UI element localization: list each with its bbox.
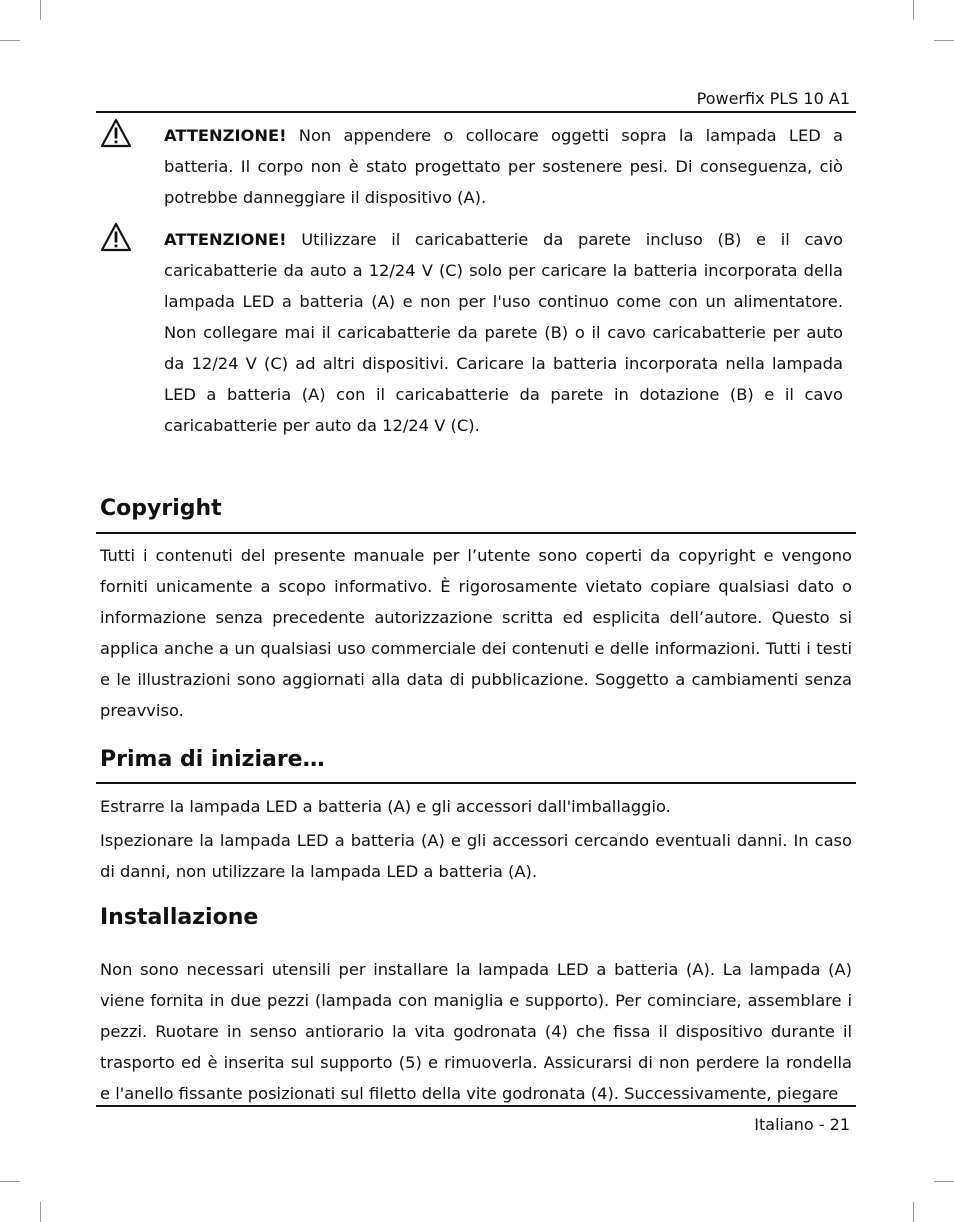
crop-mark: [0, 1181, 20, 1182]
crop-mark: [934, 40, 954, 41]
running-header: Powerfix PLS 10 A1: [696, 89, 850, 108]
warning-label: ATTENZIONE!: [164, 230, 287, 249]
section-title-copyright: Copyright: [100, 496, 222, 521]
copyright-paragraph: Tutti i contenuti del presente manuale per l’utente sono coperti da copyright e vengono forniti unicamente a scopo informativo. È rigorosamente vietato copiare qualsiasi dato o informazione senza precedente autorizzazione scritta ed esplicita dell’autore. Questo si applica anche a un qualsiasi uso commerciale dei contenuti e delle informazioni. Tutti i testi e le illustrazioni sono aggiornati alla data di pubblicazione. Soggetto a cambiamenti senza preavviso.: [100, 546, 852, 720]
before-start-paragraph-2: Ispezionare la lampada LED a batteria (A) e gli accessori cercando eventuali danni. In caso di danni, non utilizzare la lampada LED a batteria (A).: [100, 831, 852, 881]
crop-mark: [913, 0, 914, 20]
crop-mark: [0, 40, 20, 41]
crop-mark: [40, 0, 41, 20]
before-start-paragraph-1: Estrarre la lampada LED a batteria (A) e gli accessori dall'imballaggio.: [100, 797, 671, 816]
section-title-before-start: Prima di iniziare…: [100, 747, 325, 772]
footer-rule: [96, 1105, 856, 1107]
warning-notice: [164, 224, 843, 441]
section-rule: [96, 532, 856, 534]
warning-body: Non appendere o collocare oggetti sopra la lampada LED a batteria. Il corpo non è stato progettato per sostenere pesi. Di conseguenza, ciò potrebbe danneggiare il dispositivo (A).: [164, 126, 843, 207]
warning-label: ATTENZIONE!: [164, 126, 287, 145]
crop-mark: [40, 1202, 41, 1222]
section-title-installation: Installazione: [100, 905, 259, 930]
crop-mark: [934, 1181, 954, 1182]
warning-triangle-icon: [100, 222, 132, 252]
warning-body: Utilizzare il caricabatterie da parete incluso (B) e il cavo caricabatterie da auto a 12/24 V (C) solo per caricare la batteria incorporata della lampada LED a batteria (A) e non per l'uso continuo come con un alimentatore. Non collegare mai il caricabatterie da parete (B) o il cavo caricabatterie per auto da 12/24 V (C) ad altri dispositivi. Caricare la batteria incorporata nella lampada LED a batteria (A) con il caricabatterie da parete in dotazione (B) e il cavo caricabatterie per auto da 12/24 V (C).: [164, 230, 843, 435]
crop-mark: [913, 1202, 914, 1222]
warning-notice: [164, 120, 843, 213]
header-rule: [96, 111, 856, 113]
installation-paragraph: Non sono necessari utensili per installare la lampada LED a batteria (A). La lampada (A) viene fornita in due pezzi (lampada con maniglia e supporto). Per cominciare, assemblare i pezzi. Ruotare in senso antiorario la vita godronata (4) che fissa il dispositivo durante il trasporto ed è inserita sul supporto (5) e rimuoverla. Assicurarsi di non perdere la rondella e l'anello fissante posizionati sul filetto della vite godronata (4). Successivamente, piegare: [100, 960, 852, 1103]
warning-triangle-icon: [100, 118, 132, 148]
page-number: Italiano - 21: [754, 1115, 850, 1134]
section-rule: [96, 782, 856, 784]
